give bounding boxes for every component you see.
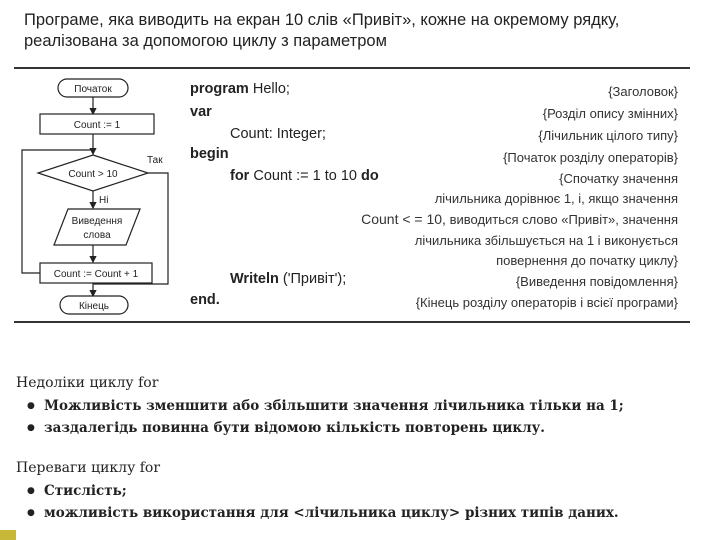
pros-title: Переваги циклу for: [16, 460, 161, 476]
code-line-writeln: Writeln ('Привіт');: [230, 271, 347, 287]
top-divider: [14, 67, 690, 69]
flow-increment-label: Count := Count + 1: [53, 269, 139, 280]
flow-output-label-1: Виведення: [71, 216, 123, 227]
flow-yes-label: Так: [147, 155, 163, 166]
comment-count: {Лічильник цілого типу}: [538, 128, 678, 143]
flow-init-label: Count := 1: [73, 120, 121, 131]
code-line-count: Count: Integer;: [230, 126, 326, 142]
comment-for-cont-2: Count < = 10, виводиться слово «Привіт», значення: [361, 211, 678, 227]
comment-for: {Спочатку значення: [559, 171, 678, 186]
comment-for-cont-4: повернення до початку циклу}: [496, 253, 678, 268]
flow-start-label: Початок: [74, 84, 112, 95]
pros-item: ● Стислість;: [30, 483, 127, 499]
flow-output-label-2: слова: [83, 230, 111, 241]
code-line-program: program Hello;: [190, 81, 290, 97]
comment-for-cont-3: лічильника збільшується на 1 і виконується: [414, 233, 678, 248]
flow-no-label: Ні: [99, 195, 109, 206]
cons-item: ● заздалегідь повинна бути відомою кількість повторень циклу.: [30, 420, 545, 436]
bottom-divider: [14, 321, 690, 323]
pros-item: ● можливість використання для <лічильника циклу> різних типів даних.: [30, 505, 619, 521]
page-heading: Програме, яка виводить на екран 10 слів «Привіт», кожне на окремому рядку, реалізована за допомогою циклу з параметром: [24, 11, 620, 50]
comment-writeln: {Виведення повідомлення}: [515, 274, 678, 289]
code-line-var: var: [190, 104, 212, 120]
comment-program: {Заголовок}: [608, 84, 678, 99]
comment-end: {Кінець розділу операторів і всієї програми}: [415, 295, 678, 310]
code-line-for: for Count := 1 to 10 do: [230, 168, 379, 184]
cons-title: Недоліки циклу for: [16, 375, 159, 391]
flow-decision-label: Count > 10: [68, 169, 118, 180]
code-line-begin: begin: [190, 146, 229, 162]
cons-item: ● Можливість зменшити або збільшити значення лічильника тільки на 1;: [30, 398, 624, 414]
flowchart: [0, 70, 185, 320]
comment-for-cont-1: лічильника дорівнює 1, і, якщо значення: [434, 191, 678, 206]
code-line-end: end.: [190, 292, 220, 308]
corner-accent: [0, 530, 16, 540]
flow-end-label: Кінець: [78, 301, 110, 312]
comment-begin: {Початок розділу операторів}: [503, 150, 678, 165]
comment-var: {Розділ опису змінних}: [542, 106, 678, 121]
